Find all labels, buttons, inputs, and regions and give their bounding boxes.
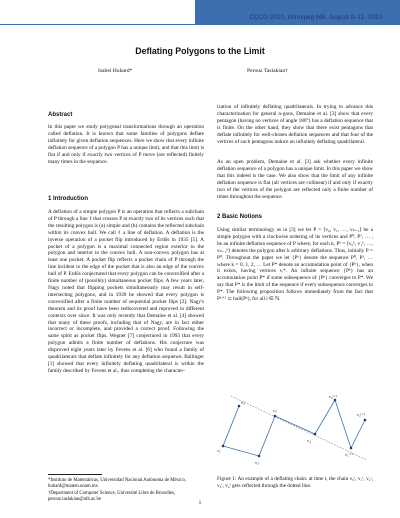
page-header: [0, 0, 400, 24]
page-number: 1: [198, 500, 202, 506]
reflected-chain: [315, 400, 365, 448]
figure-caption: Figure 1: An example of a deflating chain: at time t, the chain v₀ᵗ, v₁ᵗ, v₂ᵗ, v₃ᵗ, v₄ᵗ gets reflected through the dotted line.: [217, 476, 373, 489]
abstract-heading: Abstract: [48, 112, 73, 118]
vertex-point: [364, 419, 367, 422]
intro-heading: 1 Introduction: [48, 196, 88, 202]
author-2: Perouz Taslakian†: [247, 68, 288, 74]
vertex-point: [274, 415, 277, 418]
author-1: Isabel Hubard*: [98, 68, 133, 74]
footnote-1: *Instituto de Matemáticas, Universidad Nacional Autónoma de México, hubard@matem.unam.mx: [48, 478, 187, 490]
conference-info: CCCG 2010, Winnipeg MB, August 9–11, 2010: [249, 14, 382, 21]
intro-text: A deflation of a simple polygon P is an operation that reflects a subchain of P through a line ℓ that crosses P at exactly two of its vertices such that the resulting polygon is (a) simple and (b) contains the reflected subchain within its convex hull. We call ℓ a line of deflation. A deflation is the inverse operation of a pocket flip introduced by Erdős in 1935 [5]. A pocket of a polygon is a maximal connected region exterior to the polygon and interior to the convex hull. A non-convex polygon has at least one pocket. A pocket flip reflects a pocket chain of P through the line incident to the edge of the pocket that is also an edge of the convex hull of P. Erdős conjectured that every polygon can be convexified after a finite number of (possibly) simultaneous pocket flips. A few years later, Nagy noted that flipping pockets simultaneously may result in self-intersecting polygons, and in 1939 he showed that every polygon is convexified after a finite number of sequential pocket flips [2]. Nagy's theorem and its proof have been rediscovered and reproved in different contexts over since. It was only recently that Demaine et al. [4] showed that many of these proofs, including that of Nagy, are in fact either incorrect or incomplete, and provided a correct proof. Following the same spirit as pocket flips, Wegner [7] conjectured in 1993 that every polygon admits a finite number of deflations. His conjecture was disproved eight years later by Fevens et al. [6] who found a family of quadrilaterals that deflate infinitely for any deflation sequence. Ballinger [1] showed that every infinitely deflating quadrilateral is within the family described by Fevens et al., thus completing the character-: [48, 209, 204, 374]
basic-notions-heading: 2 Basic Notions: [217, 214, 263, 220]
paper-title: Deflating Polygons to the Limit: [135, 46, 265, 56]
figure-label: v₂ᵗ⁺¹: [357, 412, 365, 417]
intro-continuation: ization of infinitely deflating quadrilaterals. In trying to advance this characterization for general n-gons, Demaine et al. [3] show that every pentagon (having no vertices of angle 180°) has a deflation sequence that is finite. On the other hand, they show that there exist pentagons that deflate infinitely for well-chosen deflation sequences and that four of the vertices of such pentagons induce an infinitely deflating quadrilateral.: [217, 104, 373, 145]
figure-label: v₀ᵗ: [241, 400, 246, 405]
vertex-point: [314, 433, 317, 436]
open-problem-text: As an open problem, Demaine et al. [3] ask whether every infinite deflation sequence of a polygon has a unique limit. In this paper we show that this indeed is the case. We also show that the limit of any infinite deflation sequence is flat (all vertices are collinear) if and only if exactly two of the vertices of the polygon are reflected only a finite number of times throughout the sequence.: [217, 159, 373, 200]
header-rule: [0, 24, 400, 25]
vertex-point: [258, 455, 261, 458]
vertex-point: [238, 405, 241, 408]
figure-label: v₁ᵗ⁺¹: [345, 452, 353, 457]
figure-label: v₄ᵗ: [307, 438, 312, 443]
footnote-rule: [48, 474, 102, 475]
vertex-point: [350, 447, 353, 450]
vertex-point: [222, 445, 225, 448]
original-chain: [223, 406, 315, 456]
figure-deflation: [217, 394, 373, 472]
dotted-line-of-deflation: [231, 396, 367, 460]
abstract-text: In this paper we study polygonal transformations through an operation called deflation. It is known that some families of polygons deflate infinitely for given deflation sequences. Here we show that every infinite deflation sequence of a polygon P has a unique limit, and that this limit is flat if and only if exactly two vertices of P move (are reflected) finitely many times in the sequence.: [48, 124, 204, 165]
basic-notions-text: Using similar terminology as in [3] we let P = ⟨v₀, v₁, …, vₙ₋₁⟩ be a simple polygon with a clockwise ordering of its vertices and P⁰, P¹, … , be an infinite deflation sequence of P where, for each k, Pᵏ = ⟨v₀ᵏ, v₁ᵏ, …, vₙ₋₁ᵏ⟩ denotes the polygon after k arbitrary deflations. Thus, initially P = P⁰. Throughout the paper we let {Pᵏ} denote the sequence P⁰, P¹, … where k = 0, 1, 2, … Let P* denote an accumulation point of {Pᵏ}, when it exists, having vertices vᵢ*. An infinite sequence {Pᵏ} has an accumulation point P* if some subsequence of {Pᵏ} converges to P*. We say that P* is the limit of the sequence if every subsequence converges to P*. The following proposition follows immediately from the fact that Pᵏ⁺¹ ⊂ hull(Pᵏ), for all i ∈ ℕ.: [217, 227, 373, 303]
figure-label: v₃ᵗ: [273, 408, 278, 413]
vertex-point: [334, 399, 337, 402]
figure-label: v₁ᵗ: [217, 448, 222, 453]
figure-label: v₂ᵗ: [255, 460, 260, 465]
footnote-2: †Department of Computer Science, Université Libre de Bruxelles, perouz.taslakian@ulb.ac.be: [48, 491, 176, 503]
figure-label: v₀ᵗ⁺¹: [329, 394, 337, 399]
